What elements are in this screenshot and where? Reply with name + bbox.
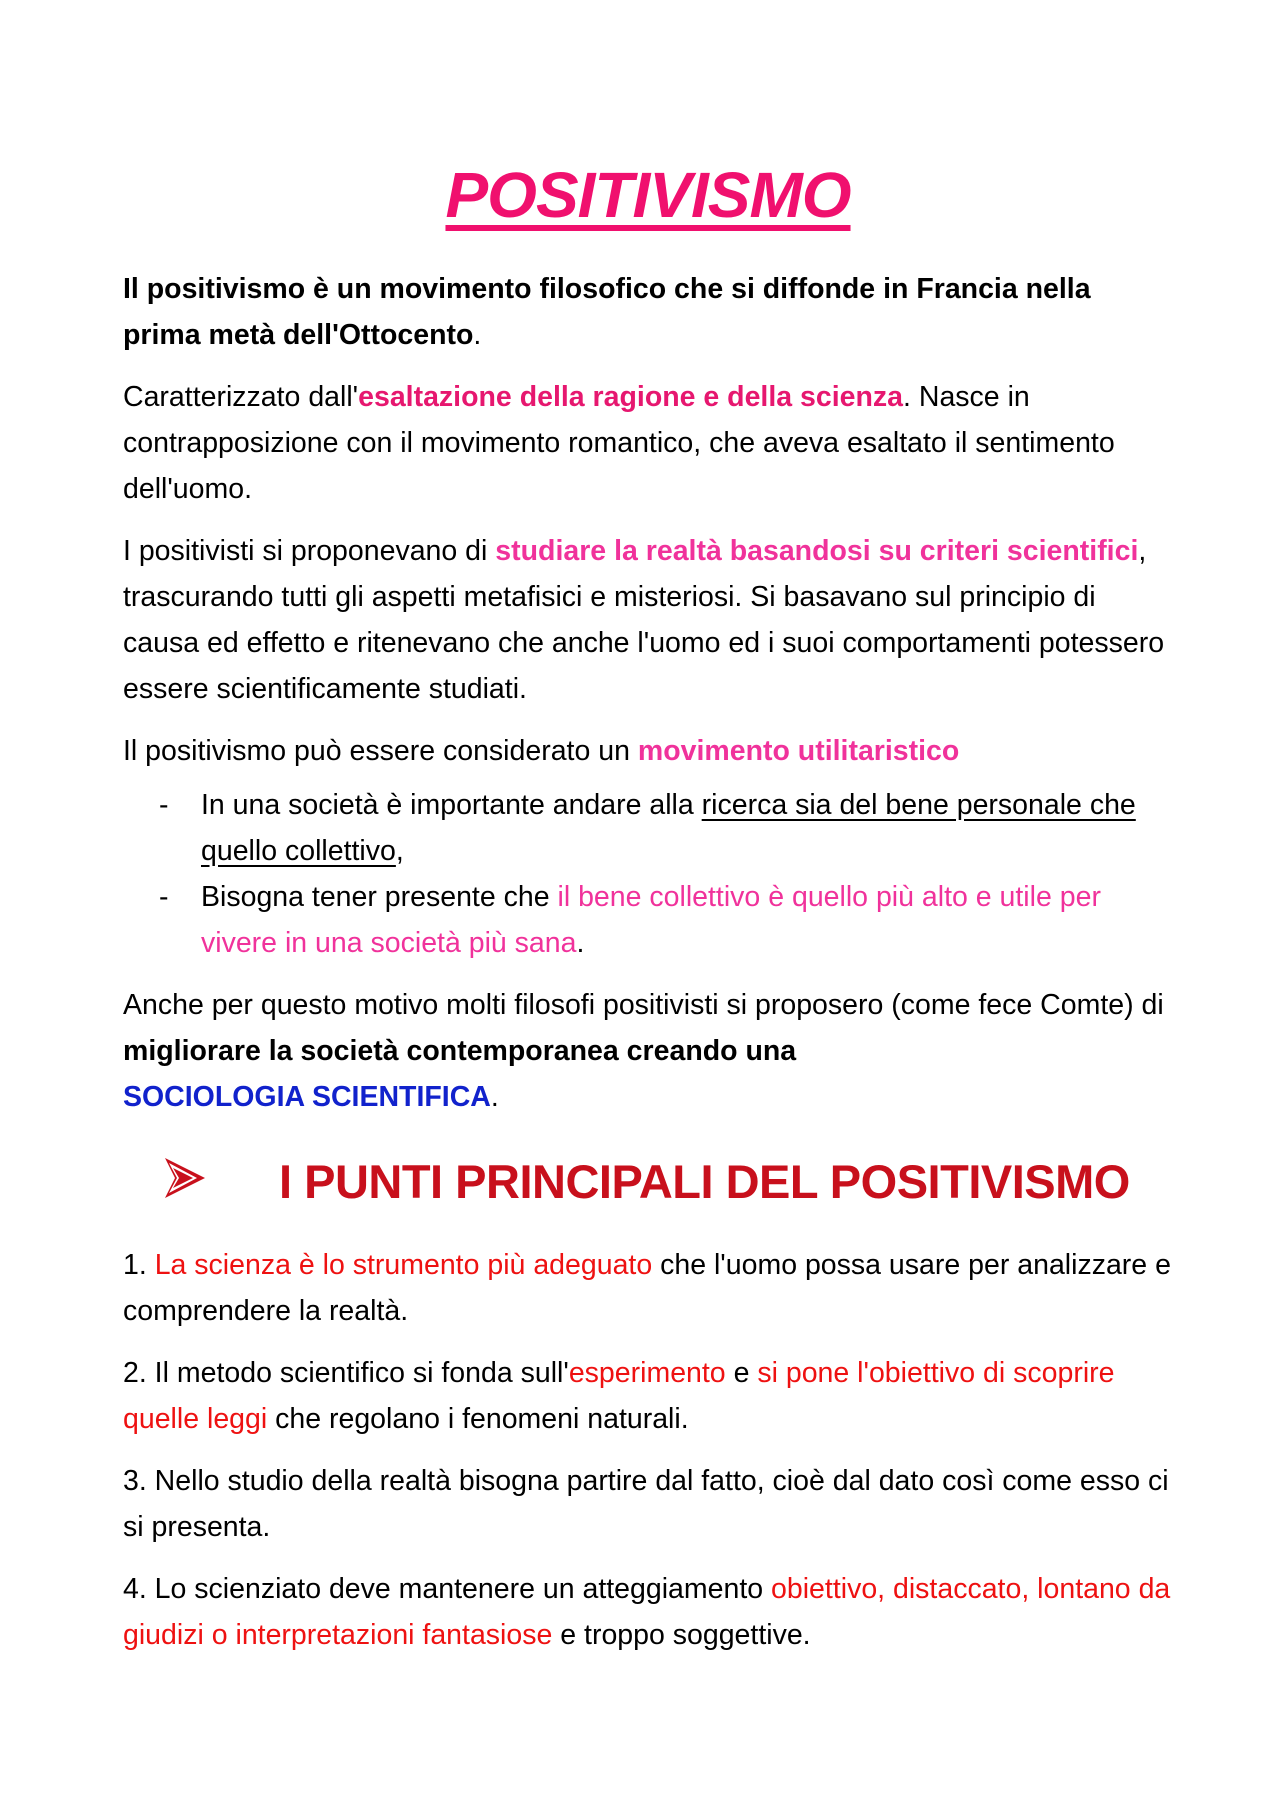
list-item — [201, 782, 1173, 874]
text-span: . — [576, 927, 585, 959]
section-heading — [123, 1142, 1173, 1222]
highlight-text: movimento utilitaristico — [637, 735, 960, 767]
paragraph-sociology — [123, 982, 1173, 1120]
red-text: si pone l'obiettivo di scoprire quelle leggi — [123, 1357, 1115, 1435]
dash-list — [123, 782, 1173, 966]
text-span: e — [725, 1357, 758, 1389]
arrowhead-bullet-icon — [163, 1156, 207, 1200]
section-heading-text: I PUNTI PRINCIPALI DEL POSITIVISMO — [279, 1155, 1130, 1208]
text-span: , trascurando tutti gli aspetti metafisici e misteriosi. Si basavano sul principio di causa ed effetto e ritenevano che anche l'uomo ed i suoi comportamenti potessero essere scientificamente studiati. — [123, 535, 1165, 705]
red-text: La scienza è lo strumento più adeguato — [154, 1249, 653, 1281]
text-span: 2. Il metodo scientifico si fonda sull' — [123, 1357, 569, 1389]
highlight-text: il bene collettivo è quello più alto e utile per vivere in una società più sana — [201, 881, 1101, 959]
red-text: esperimento — [568, 1357, 726, 1389]
text-span: e troppo soggettive. — [552, 1619, 811, 1651]
intro-end: . — [473, 319, 482, 351]
bold-text: migliorare la società contemporanea creando una — [123, 1035, 797, 1067]
text-span: . — [490, 1081, 499, 1113]
point-4 — [123, 1566, 1173, 1658]
intro-bold-text: Il positivismo è un movimento filosofico che si diffonde in Francia nella prima metà dell'Ottocento — [123, 273, 1091, 351]
paragraph-utilitarian — [123, 728, 1173, 774]
text-span: Caratterizzato dall' — [123, 381, 359, 413]
text-span: 1. — [123, 1249, 155, 1281]
highlight-text: studiare la realtà basandosi su criteri scientifici — [495, 535, 1139, 567]
list-item — [201, 874, 1173, 966]
highlight-text: esaltazione della ragione e della scienza — [358, 381, 904, 413]
underlined-text: ricerca sia del bene personale che quello collettivo — [201, 789, 1136, 867]
document-page — [123, 150, 1173, 1674]
intro-paragraph — [123, 266, 1173, 358]
point-1 — [123, 1242, 1173, 1334]
text-span: . Nasce in contrapposizione con il movimento romantico, che aveva esaltato il sentimento dell'uomo. — [123, 381, 1115, 505]
page-title: POSITIVISMO — [445, 159, 851, 231]
paragraph-definition — [123, 374, 1173, 512]
text-span: Bisogna tener presente che — [201, 881, 558, 913]
text-span: I positivisti si proponevano di — [123, 535, 496, 567]
text-span: In una società è importante andare alla — [201, 789, 702, 821]
paragraph-method — [123, 528, 1173, 712]
text-span: Il positivismo può essere considerato un — [123, 735, 638, 767]
point-2 — [123, 1350, 1173, 1442]
text-span: 3. Nello studio della realtà bisogna partire dal fatto, cioè dal dato così come esso ci si presenta. — [123, 1465, 1169, 1543]
text-span: che l'uomo possa usare per analizzare e comprendere la realtà. — [123, 1249, 1171, 1327]
sociology-term: SOCIOLOGIA SCIENTIFICA — [123, 1081, 491, 1113]
point-3 — [123, 1458, 1173, 1550]
text-span: che regolano i fenomeni naturali. — [267, 1403, 689, 1435]
red-text: obiettivo, distaccato, lontano da giudizi o interpretazioni fantasiose — [123, 1573, 1171, 1651]
text-span: 4. Lo scienziato deve mantenere un atteggiamento — [123, 1573, 772, 1605]
text-span: , — [395, 835, 404, 867]
text-span: Anche per questo motivo molti filosofi positivisti si proposero (come fece Comte) di — [123, 989, 1164, 1021]
